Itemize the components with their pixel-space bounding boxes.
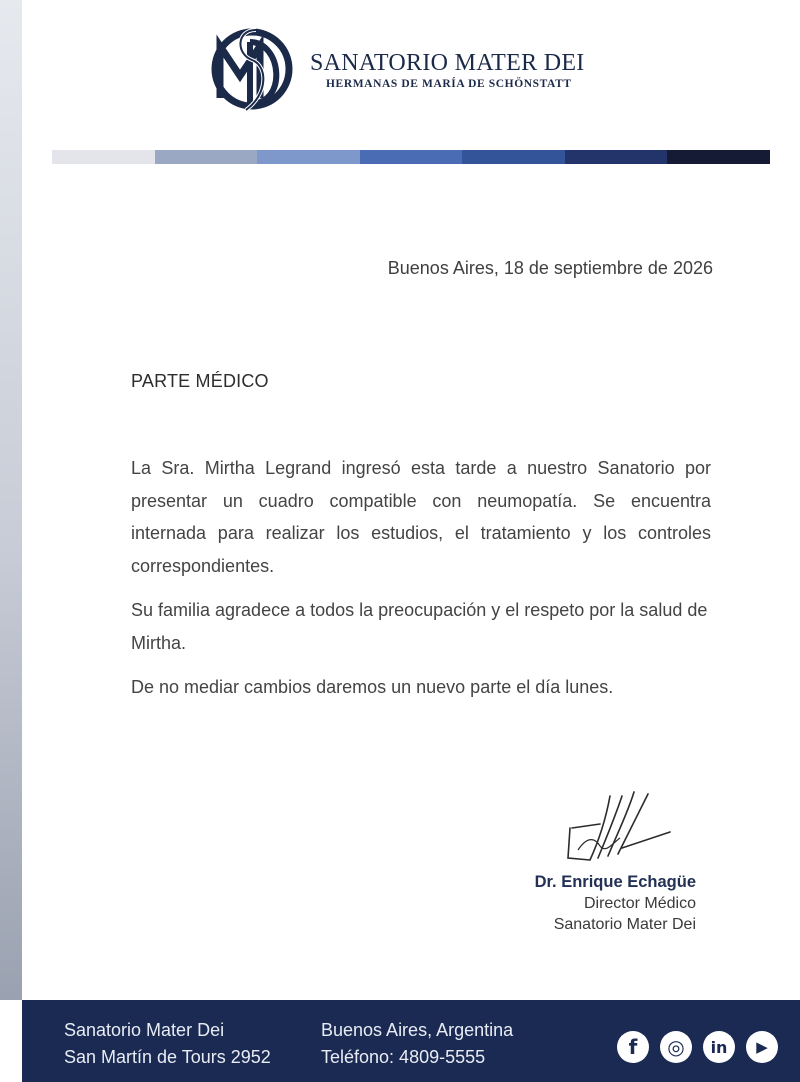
signer-block	[535, 872, 696, 935]
instagram-icon[interactable]: ◎	[660, 1031, 692, 1063]
header-logo	[206, 24, 626, 114]
signer-role: Director Médico	[583, 895, 696, 912]
color-bar-segment-3	[257, 150, 360, 164]
msd-monogram-icon	[206, 24, 298, 114]
color-bar-segment-7	[667, 150, 770, 164]
document-title: PARTE MÉDICO	[131, 371, 269, 391]
footer-street: San Martín de Tours 2952	[64, 1047, 271, 1067]
signer-name: Dr. Enrique Echagüe	[534, 873, 696, 891]
letter-date: Buenos Aires, 18 de septiembre de 2026	[387, 258, 713, 278]
color-bar-segment-5	[462, 150, 565, 164]
left-decorative-strip	[0, 0, 22, 1000]
brand-subtitle: HERMANAS DE MARÍA DE SCHÖNSTATT	[326, 78, 572, 90]
social-links	[617, 1031, 778, 1063]
footer-contact	[321, 1017, 513, 1071]
handwritten-signature	[560, 788, 680, 870]
youtube-icon[interactable]: ▶	[746, 1031, 778, 1063]
paragraph-2: Su familia agradece a todos la preocupación y el respeto por la salud de Mirtha.	[131, 600, 708, 653]
linkedin-icon[interactable]: in	[703, 1031, 735, 1063]
color-bar-segment-4	[360, 150, 463, 164]
header-color-bar	[52, 150, 770, 164]
paragraph-3: De no mediar cambios daremos un nuevo parte el día lunes.	[131, 677, 614, 697]
footer-city: Buenos Aires, Argentina	[321, 1020, 514, 1040]
signer-institution: Sanatorio Mater Dei	[553, 916, 696, 933]
brand-name: SANATORIO MATER DEI	[310, 50, 585, 76]
paragraph-1: La Sra. Mirtha Legrand ingresó esta tarde a nuestro Sanatorio por presentar un cuadro compatible con neumopatía. Se encuentra internada para realizar los estudios, el tratamiento y los controles correspondientes.	[131, 458, 711, 576]
color-bar-segment-6	[565, 150, 668, 164]
color-bar-segment-1	[52, 150, 155, 164]
footer-phone: Teléfono: 4809-5555	[321, 1047, 486, 1067]
facebook-icon[interactable]: f	[617, 1031, 649, 1063]
letter-body	[131, 452, 711, 716]
footer-address	[64, 1017, 271, 1071]
footer	[22, 1000, 800, 1082]
color-bar-segment-2	[155, 150, 258, 164]
footer-institution: Sanatorio Mater Dei	[64, 1020, 225, 1040]
